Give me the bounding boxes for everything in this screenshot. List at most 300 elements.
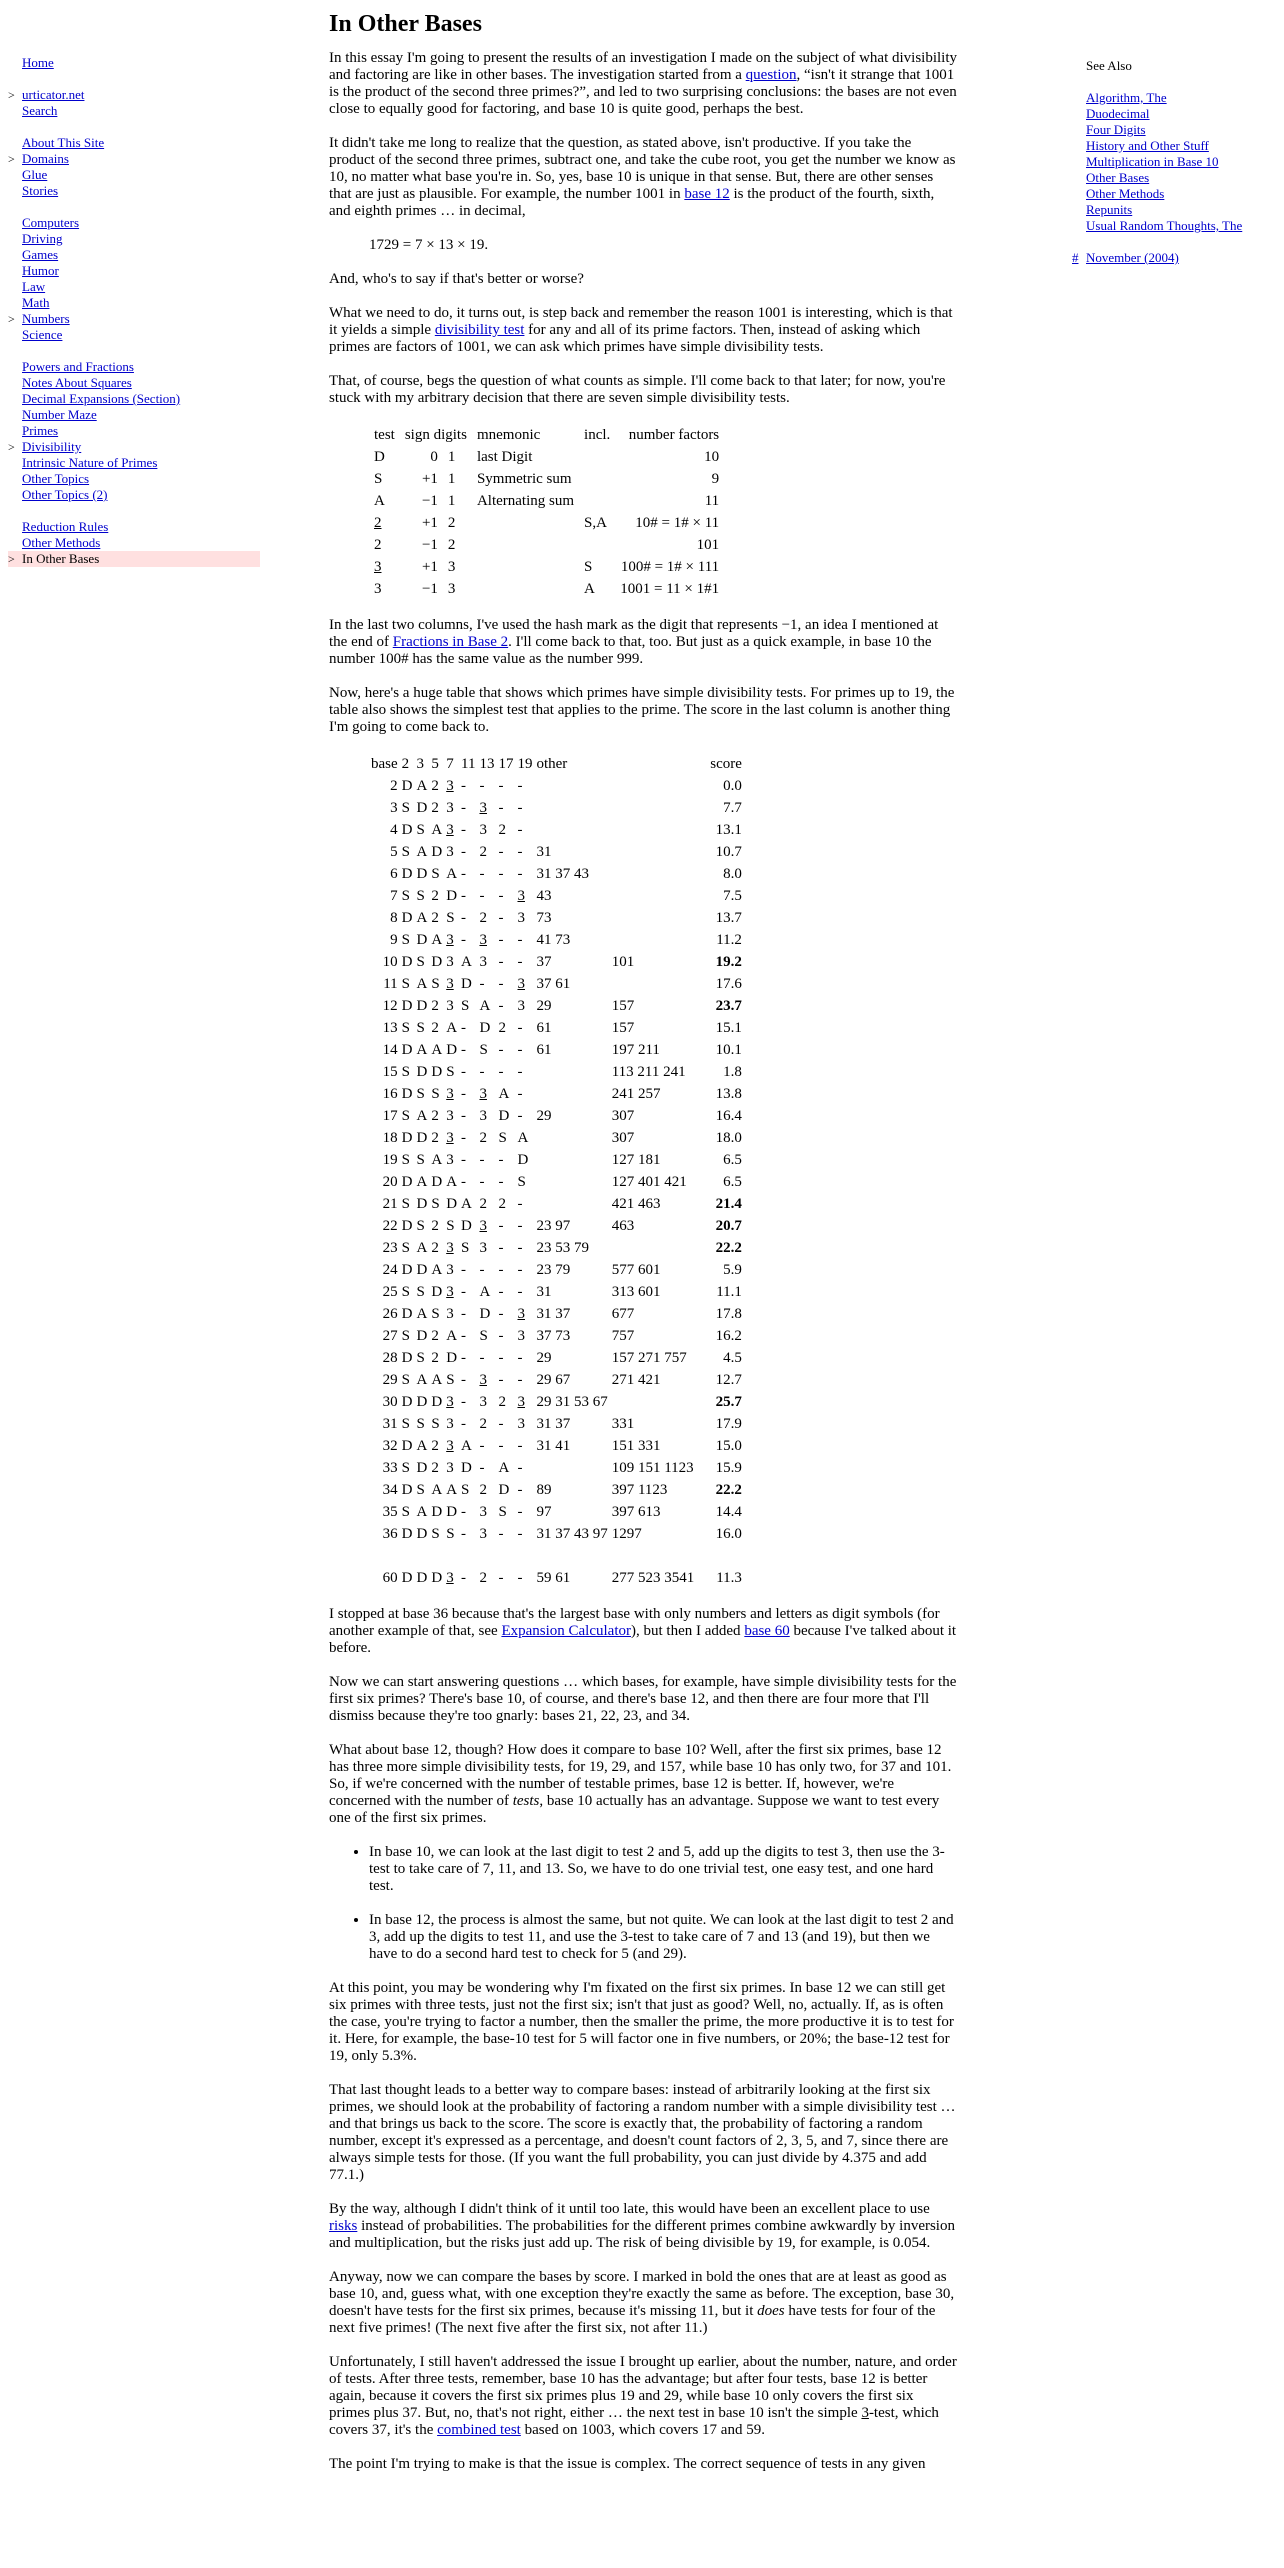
nav-item-glue[interactable]	[8, 167, 260, 183]
test-code-cell: A	[416, 1504, 428, 1520]
extra-primes-cell: 127 181	[611, 1152, 661, 1168]
test-code-cell: D	[401, 1570, 413, 1586]
extra-primes-cell	[610, 1237, 703, 1259]
test-code-cell: -	[461, 1174, 467, 1190]
paragraph-hash: In the last two columns, I've used the hash mark as the digit that represents −1, an idea I mentioned at the end of Fractions in Base 2. I'll come back to that, too. But just as a quick example, in base 10 the number 100# has the same value as the number 999.	[329, 617, 939, 667]
test-cell: S	[374, 471, 383, 487]
nav-link[interactable]: Number Maze	[22, 407, 97, 422]
nav-item-stories[interactable]	[8, 183, 260, 199]
test-code-cell: -	[461, 1130, 467, 1146]
see-also-item	[1086, 170, 1282, 186]
extra-primes-cell: 677	[611, 1306, 635, 1322]
tests-header-row	[369, 424, 724, 446]
test-code-cell: A	[461, 1438, 472, 1454]
test-code-cell: -	[517, 1020, 523, 1036]
base-cell: 24	[382, 1262, 398, 1278]
test-code-cell: 3	[446, 1306, 454, 1322]
nav-link[interactable]: Intrinsic Nature of Primes	[22, 455, 158, 470]
test-code-cell: 3	[446, 822, 454, 838]
table-row	[369, 512, 724, 534]
see-also-link-other-bases[interactable]: Other Bases	[1086, 170, 1150, 185]
test-code-cell: D	[446, 1350, 458, 1366]
test-code-cell: -	[517, 844, 523, 860]
mnemonic-cell	[472, 512, 579, 534]
test-code-cell: D	[401, 1306, 413, 1322]
date-link[interactable]: November (2004)	[1086, 250, 1179, 265]
test-code-cell: D	[431, 1284, 443, 1300]
test-code-cell: D	[401, 998, 413, 1014]
nav-link[interactable]: Glue	[22, 167, 48, 182]
test-cell: 3	[374, 581, 382, 597]
nav-item-notes-about-squares[interactable]	[8, 375, 260, 391]
other-primes-cell: 29 67	[536, 1372, 571, 1388]
test-code-cell: A	[446, 1020, 458, 1036]
see-also-heading: See Also	[1086, 58, 1132, 73]
extra-primes-cell: 157 271 757	[611, 1350, 687, 1366]
other-primes-cell	[534, 819, 609, 841]
test-code-cell: 3	[517, 998, 525, 1014]
test-code-cell: 2	[431, 1328, 439, 1344]
test-code-cell: D	[416, 1130, 428, 1146]
expansion-calculator-link[interactable]: Expansion Calculator	[501, 1623, 631, 1639]
test-code-cell: -	[461, 910, 467, 926]
see-also-link-duodecimal[interactable]: Duodecimal	[1086, 106, 1150, 121]
test-code-cell: -	[461, 1504, 467, 1520]
nav-link[interactable]: Powers and Fractions	[22, 359, 134, 374]
test-code-cell: 2	[479, 844, 487, 860]
sign-cell: −1	[421, 537, 438, 553]
base-cell: 8	[390, 910, 398, 926]
list-item: • In base 12, the process is almost the same, but not quite. We can look at the last digit to test 2 and 3, add up the digits to test 11, and use the 3-test to take care of 7 and 13 (and 19), but then we have to do a second hard test to check for 5 (and 29).	[369, 1912, 957, 1963]
see-also-link-multiplication-in-base-10[interactable]: Multiplication in Base 10	[1086, 154, 1219, 169]
extra-primes-cell	[610, 1391, 703, 1413]
nav-link[interactable]: Other Topics (2)	[22, 487, 108, 502]
test-code-cell: -	[479, 1460, 485, 1476]
test-code-cell: 2	[479, 1196, 487, 1212]
see-also-item	[1086, 154, 1282, 170]
test-code-cell: D	[401, 822, 413, 838]
test-cell: 2	[374, 515, 382, 531]
test-code-cell: 2	[498, 822, 506, 838]
test-code-cell: D	[401, 1526, 413, 1542]
see-also-panel	[1072, 58, 1282, 266]
test-cell: D	[374, 449, 385, 465]
test-code-cell: S	[401, 888, 410, 904]
test-code-cell: 3	[446, 778, 454, 794]
nav-link[interactable]: Humor	[22, 263, 59, 278]
other-primes-cell	[534, 1149, 609, 1171]
test-code-cell: A	[461, 954, 472, 970]
score-cell: 15.1	[715, 1020, 742, 1036]
test-code-cell: 3	[479, 822, 487, 838]
table-row	[369, 1237, 744, 1259]
score-cell: 19.2	[715, 954, 742, 970]
test-code-cell: 2	[431, 910, 439, 926]
test-code-cell: 2	[498, 1196, 506, 1212]
nav-link[interactable]: Science	[22, 327, 63, 342]
nav-current-label: In Other Bases	[22, 551, 100, 566]
test-code-cell: S	[401, 932, 410, 948]
test-code-cell: 2	[479, 1416, 487, 1432]
extra-primes-cell: 331	[611, 1416, 635, 1432]
nav-item-decimal-expansions-section[interactable]	[8, 391, 260, 407]
test-code-cell: 3	[446, 1152, 454, 1168]
test-code-cell: A	[431, 822, 443, 838]
test-code-cell: S	[401, 1196, 410, 1212]
comparison-list	[329, 1844, 957, 1963]
table-row	[369, 1127, 744, 1149]
test-code-cell: D	[479, 1020, 491, 1036]
main-content	[329, 8, 957, 2490]
test-code-cell: 3	[479, 954, 487, 970]
tests-header-sign-digits: sign digits	[404, 427, 467, 443]
score-cell: 13.7	[715, 910, 742, 926]
test-code-cell: A	[461, 1196, 472, 1212]
nav-link[interactable]: Computers	[22, 215, 80, 230]
test-code-cell: 3	[446, 976, 454, 992]
nav-link[interactable]: Math	[22, 295, 50, 310]
see-also-item	[1086, 138, 1282, 154]
nav-link[interactable]: Notes About Squares	[22, 375, 132, 390]
nav-link[interactable]: Stories	[22, 183, 59, 198]
other-primes-cell	[534, 1061, 609, 1083]
test-code-cell: 2	[431, 1460, 439, 1476]
bases-header-13: 13	[479, 756, 495, 772]
base-12-link[interactable]: base 12	[684, 186, 730, 202]
nav-item-other-topics[interactable]	[8, 471, 260, 487]
test-code-cell: 3	[479, 932, 487, 948]
extra-primes-cell: 421 463	[611, 1196, 661, 1212]
test-code-cell: 3	[446, 844, 454, 860]
test-code-cell: 3	[446, 1416, 454, 1432]
table-row	[369, 1259, 744, 1281]
sign-cell: +1	[421, 471, 438, 487]
nav-link[interactable]: Reduction Rules	[22, 519, 109, 534]
test-code-cell: -	[461, 1570, 467, 1586]
other-primes-cell	[534, 1457, 609, 1479]
test-code-cell: 3	[479, 1394, 487, 1410]
score-cell: 7.7	[723, 800, 742, 816]
nav-item-math[interactable]	[8, 295, 260, 311]
see-also-item	[1086, 186, 1282, 202]
test-code-cell: -	[517, 1438, 523, 1454]
test-code-cell: D	[416, 1394, 428, 1410]
test-code-cell: S	[416, 1416, 425, 1432]
other-primes-cell: 59 61	[536, 1570, 571, 1586]
test-code-cell: -	[498, 800, 504, 816]
test-code-cell: -	[461, 888, 467, 904]
test-code-cell: -	[517, 1526, 523, 1542]
test-code-cell: -	[498, 888, 504, 904]
nav-item-divisibility[interactable]	[8, 439, 260, 455]
test-code-cell: 2	[479, 1130, 487, 1146]
nav-item-other-methods[interactable]	[8, 535, 260, 551]
extra-primes-cell	[610, 797, 703, 819]
extra-primes-cell	[610, 907, 703, 929]
nav-link[interactable]: Law	[22, 279, 46, 294]
sign-cell: −1	[421, 493, 438, 509]
test-code-cell: S	[401, 1372, 410, 1388]
test-code-cell: 3	[446, 998, 454, 1014]
extra-primes-cell	[610, 819, 703, 841]
score-cell: 15.0	[715, 1438, 742, 1454]
combined-test-link[interactable]: combined test	[437, 2422, 521, 2438]
other-primes-cell: 89	[536, 1482, 552, 1498]
test-code-cell: -	[479, 1350, 485, 1366]
test-code-cell: -	[517, 1042, 523, 1058]
extra-primes-cell	[610, 885, 703, 907]
nav-item-search[interactable]	[8, 103, 260, 119]
extra-primes-cell: 113 211 241	[611, 1064, 686, 1080]
bases-header-base: base	[371, 756, 398, 772]
base-cell: 60	[382, 1570, 398, 1586]
score-cell: 20.7	[715, 1218, 742, 1234]
other-primes-cell: 43	[536, 888, 552, 904]
table-row	[369, 1105, 744, 1127]
test-code-cell: S	[401, 1020, 410, 1036]
nav-item-humor[interactable]	[8, 263, 260, 279]
test-code-cell: D	[498, 1108, 510, 1124]
nav-link[interactable]: About This Site	[22, 135, 105, 150]
nav-item-law[interactable]	[8, 279, 260, 295]
equation-1729: 1729 = 7 × 13 × 19.	[369, 237, 489, 253]
other-primes-cell	[534, 797, 609, 819]
test-code-cell: 3	[479, 1372, 487, 1388]
base-60-link[interactable]: base 60	[744, 1623, 790, 1639]
test-code-cell: D	[498, 1482, 510, 1498]
date-hash-link[interactable]: #	[1072, 250, 1079, 265]
test-code-cell: 3	[517, 1416, 525, 1432]
nav-link[interactable]: Games	[22, 247, 59, 262]
nav-item-games[interactable]	[8, 247, 260, 263]
nav-marker: >	[8, 440, 15, 454]
other-primes-cell: 31 41	[536, 1438, 571, 1454]
test-code-cell: -	[461, 1042, 467, 1058]
extra-primes-cell	[610, 929, 703, 951]
score-cell: 17.9	[715, 1416, 742, 1432]
test-code-cell: -	[498, 1372, 504, 1388]
score-cell: 17.8	[715, 1306, 742, 1322]
extra-primes-cell: 109 151 1123	[611, 1460, 694, 1476]
test-code-cell: 2	[431, 888, 439, 904]
test-code-cell: -	[517, 1086, 523, 1102]
test-cell: 2	[374, 537, 382, 553]
nav-item-reduction-rules[interactable]	[8, 519, 260, 535]
test-code-cell: S	[401, 1460, 410, 1476]
nav-item-about-this-site[interactable]	[8, 135, 260, 151]
test-code-cell: -	[517, 1350, 523, 1366]
test-code-cell: S	[416, 1284, 425, 1300]
other-primes-cell	[534, 775, 609, 797]
score-cell: 11.2	[716, 932, 742, 948]
base-cell: 5	[390, 844, 398, 860]
see-also-link-repunits[interactable]: Repunits	[1086, 202, 1133, 217]
see-also-item	[1086, 218, 1282, 234]
question-link[interactable]: question	[745, 67, 797, 83]
test-code-cell: -	[517, 1460, 523, 1476]
test-code-cell: -	[498, 844, 504, 860]
incl-cell	[579, 446, 615, 468]
see-also-item	[1086, 122, 1282, 138]
test-code-cell: 3	[446, 1130, 454, 1146]
test-code-cell: A	[416, 1042, 428, 1058]
nav-item-driving[interactable]	[8, 231, 260, 247]
tests-header-factors: number factors	[628, 427, 720, 443]
nav-link[interactable]: urticator.net	[22, 87, 85, 102]
other-primes-cell: 37 73	[536, 1328, 571, 1344]
see-also-link-usual-random-thoughts-the[interactable]: Usual Random Thoughts, The	[1086, 218, 1243, 233]
nav-group	[8, 215, 260, 343]
test-code-cell: A	[416, 1240, 428, 1256]
nav-item-computers[interactable]	[8, 215, 260, 231]
test-code-cell: -	[517, 1372, 523, 1388]
test-code-cell: S	[431, 1306, 440, 1322]
base-cell: 18	[382, 1130, 398, 1146]
nav-item-urticator-net[interactable]	[8, 87, 260, 103]
extra-primes-cell	[610, 973, 703, 995]
other-primes-cell: 29	[536, 1350, 552, 1366]
nav-item-primes[interactable]	[8, 423, 260, 439]
nav-item-domains[interactable]	[8, 151, 260, 167]
test-code-cell: 2	[431, 1218, 439, 1234]
test-code-cell: -	[461, 1108, 467, 1124]
nav-item-powers-and-fractions[interactable]	[8, 359, 260, 375]
nav-link[interactable]: Other Methods	[22, 535, 101, 550]
test-code-cell: 2	[479, 910, 487, 926]
base-cell: 22	[382, 1218, 398, 1234]
nav-link[interactable]: Home	[22, 55, 54, 70]
nav-link[interactable]: Numbers	[22, 311, 70, 326]
tests-header-incl: incl.	[584, 427, 611, 443]
nav-item-home[interactable]	[8, 55, 260, 71]
nav-item-other-topics-2[interactable]	[8, 487, 260, 503]
nav-link[interactable]: Primes	[22, 423, 59, 438]
base-cell: 36	[382, 1526, 398, 1542]
incl-cell: S,A	[584, 515, 607, 531]
test-code-cell: -	[498, 1416, 504, 1432]
table-row	[369, 1369, 744, 1391]
paragraph-which-bases: Now we can start answering questions … which bases, for example, have simple divisibility tests for the first six primes? There's base 10, of course, and there's base 12, and then there are four more that I'll dismiss because they're too gnarly: bases 21, 22, 23, and 34.	[329, 1674, 957, 1724]
test-code-cell: S	[416, 1152, 425, 1168]
test-code-cell: -	[498, 954, 504, 970]
test-code-cell: S	[431, 866, 440, 882]
see-also-link-other-methods[interactable]: Other Methods	[1086, 186, 1165, 201]
list-item: • In base 10, we can look at the last digit to test 2 and 5, add up the digits to test 3, then use the 3-test to take care of 7, 11, and 13. So, we have to do one trivial test, one easy test, and one hard test.	[369, 1844, 957, 1895]
mnemonic-cell: last Digit	[476, 449, 533, 465]
table-row	[369, 929, 744, 951]
bases-header-3: 3	[416, 756, 424, 772]
test-code-cell: -	[498, 1240, 504, 1256]
test-code-cell: D	[461, 1218, 472, 1234]
nav-link[interactable]: Domains	[22, 151, 69, 166]
test-code-cell: -	[498, 998, 504, 1014]
other-primes-cell	[534, 1083, 609, 1105]
test-code-cell: D	[401, 1350, 413, 1366]
digits-cell: 2	[447, 537, 456, 553]
nav-link[interactable]: Driving	[22, 231, 63, 246]
base-cell: 7	[390, 888, 398, 904]
test-code-cell: A	[446, 1482, 458, 1498]
test-code-cell: S	[416, 822, 425, 838]
test-code-cell: S	[401, 844, 410, 860]
test-code-cell: -	[461, 1394, 467, 1410]
table-row	[369, 556, 724, 578]
table-row	[369, 819, 744, 841]
risks-link[interactable]: risks	[329, 2218, 358, 2234]
divisibility-test-link[interactable]: divisibility test	[434, 322, 525, 338]
bases-table	[369, 753, 744, 1589]
test-code-cell: A	[498, 1086, 510, 1102]
test-code-cell: -	[461, 1064, 467, 1080]
see-also-link-history-and-other-stuff[interactable]: History and Other Stuff	[1086, 138, 1209, 153]
left-navigation	[8, 55, 260, 583]
table-row	[369, 1281, 744, 1303]
nav-item-science[interactable]	[8, 327, 260, 343]
extra-primes-cell: 307	[611, 1108, 635, 1124]
nav-item-intrinsic-nature-of-primes[interactable]	[8, 455, 260, 471]
test-code-cell: S	[431, 1196, 440, 1212]
test-code-cell: S	[401, 976, 410, 992]
paragraph-compare: Anyway, now we can compare the bases by score. I marked in bold the ones that are at least as good as base 10, and, guess what, with one exception they're exactly the same as before. The exception, base 30, doesn't have tests for the first six primes, because it's missing 11, but it does have tests for four of the next five primes! (The next five after the first six, not after 11.)	[329, 2269, 955, 2336]
test-code-cell: -	[461, 822, 467, 838]
score-cell: 16.2	[715, 1328, 742, 1344]
nav-item-numbers[interactable]	[8, 311, 260, 327]
test-code-cell: -	[517, 1240, 523, 1256]
nav-link[interactable]: Search	[22, 103, 58, 118]
mnemonic-cell	[472, 534, 579, 556]
test-code-cell: -	[461, 1526, 467, 1542]
test-code-cell: -	[479, 888, 485, 904]
see-also-link-algorithm-the[interactable]: Algorithm, The	[1086, 90, 1167, 105]
nav-link[interactable]: Other Topics	[22, 471, 90, 486]
test-code-cell: -	[461, 778, 467, 794]
test-code-cell: D	[401, 1042, 413, 1058]
test-code-cell: 3	[446, 1240, 454, 1256]
incl-cell: S	[584, 559, 593, 575]
test-code-cell: S	[401, 1328, 410, 1344]
test-code-cell: D	[416, 1328, 428, 1344]
test-code-cell: -	[517, 1482, 523, 1498]
test-code-cell: D	[401, 1394, 413, 1410]
test-code-cell: 2	[431, 1438, 439, 1454]
test-code-cell: D	[416, 1262, 428, 1278]
test-code-cell: 3	[517, 910, 525, 926]
other-primes-cell	[534, 1127, 609, 1149]
digits-cell: 3	[447, 581, 456, 597]
score-cell: 6.5	[723, 1152, 742, 1168]
paragraph-product: It didn't take me long to realize that the question, as stated above, isn't productive. If you take the product of the second three primes, subtract one, and take the cube root, you get the number we know as 10, no matter what base you're in. So, yes, base 10 is unique in that sense. But, there are other senses that are just as plausible. For example, the number 1001 in base 12 is the product of the fourth, sixth, and eighth primes … in decimal,	[329, 135, 956, 219]
test-code-cell: -	[498, 1042, 504, 1058]
incl-cell	[579, 490, 615, 512]
tests-header-mnemonic: mnemonic	[476, 427, 541, 443]
nav-link[interactable]: Decimal Expansions (Section)	[22, 391, 181, 406]
nav-group	[8, 135, 260, 199]
extra-primes-cell: 577 601	[611, 1262, 661, 1278]
base-cell: 28	[382, 1350, 398, 1366]
test-code-cell: 3	[446, 932, 454, 948]
table-row	[369, 907, 744, 929]
test-code-cell: D	[517, 1152, 529, 1168]
base-cell: 13	[382, 1020, 398, 1036]
nav-item-number-maze[interactable]	[8, 407, 260, 423]
test-code-cell: D	[416, 1064, 428, 1080]
bases-header-5: 5	[431, 756, 439, 772]
nav-link[interactable]: Divisibility	[22, 439, 82, 454]
see-also-link-four-digits[interactable]: Four Digits	[1086, 122, 1146, 137]
fractions-base-2-link[interactable]: Fractions in Base 2	[392, 634, 509, 650]
test-code-cell: -	[498, 1284, 504, 1300]
score-cell: 16.4	[715, 1108, 742, 1124]
